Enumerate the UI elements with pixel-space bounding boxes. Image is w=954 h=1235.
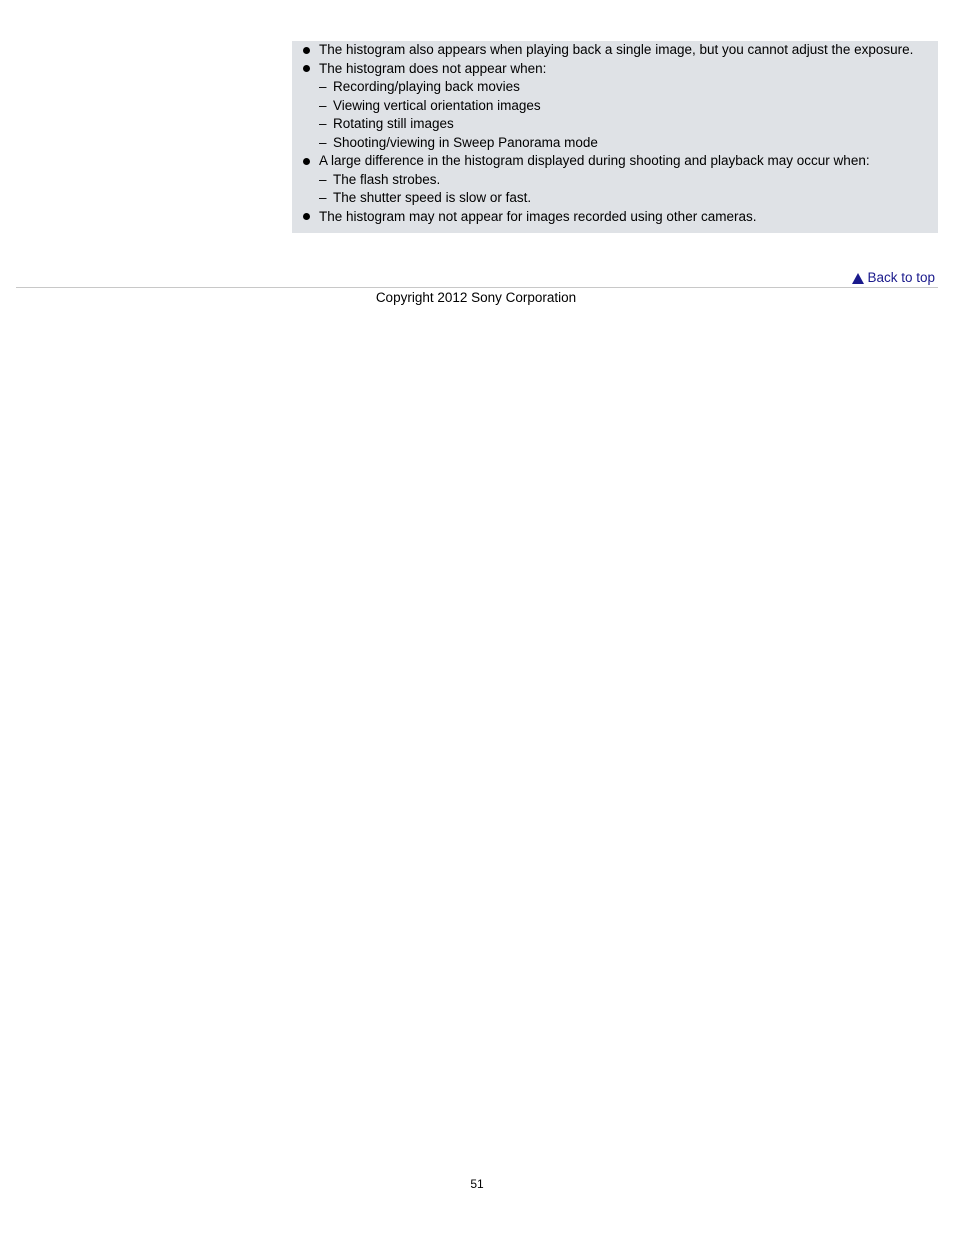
note-text: The histogram does not appear when: (319, 60, 547, 76)
up-arrow-icon (852, 273, 864, 284)
dash-icon: – (319, 134, 327, 150)
bullet-icon (303, 213, 310, 220)
dash-icon: – (319, 190, 327, 205)
bullet-icon (303, 47, 310, 54)
dash-icon: – (319, 79, 327, 94)
back-to-top-link[interactable] (852, 269, 935, 287)
copyright-text (0, 289, 954, 307)
sub-item (319, 97, 938, 116)
note-item-2 (292, 60, 938, 153)
back-to-top-label: Back to top (867, 270, 935, 285)
sub-item (319, 115, 938, 134)
sub-item-text: The shutter speed is slow or fast. (333, 190, 532, 205)
page-number: 51 (470, 1177, 484, 1191)
notes-list (292, 41, 938, 226)
note-text: The histogram also appears when playing back a single image, but you cannot adjust the exposure. (319, 42, 914, 57)
sub-list (319, 171, 938, 208)
sub-item-text: Viewing vertical orientation images (333, 97, 541, 113)
dash-icon: – (319, 97, 327, 113)
notes-panel (292, 41, 938, 233)
sub-item (319, 189, 938, 208)
sub-item (319, 134, 938, 153)
note-item-1 (292, 41, 938, 60)
sub-item (319, 171, 938, 190)
dash-icon: – (319, 171, 327, 187)
copyright-label: Copyright 2012 Sony Corporation (375, 290, 577, 305)
sub-item-text: Shooting/viewing in Sweep Panorama mode (333, 134, 598, 150)
sub-item-text: Recording/playing back movies (333, 79, 520, 94)
sub-item-text: The flash strobes. (333, 171, 441, 187)
dash-icon: – (319, 116, 327, 131)
sub-list (319, 78, 938, 152)
note-text: The histogram may not appear for images recorded using other cameras. (319, 208, 757, 224)
sub-item-text: Rotating still images (333, 116, 454, 131)
note-item-3 (292, 152, 938, 208)
bullet-icon (303, 65, 310, 72)
sub-item (319, 78, 938, 97)
footer-divider (16, 287, 938, 288)
note-item-4 (292, 208, 938, 227)
bullet-icon (303, 158, 310, 165)
note-text: A large difference in the histogram displayed during shooting and playback may occur when: (319, 153, 870, 168)
